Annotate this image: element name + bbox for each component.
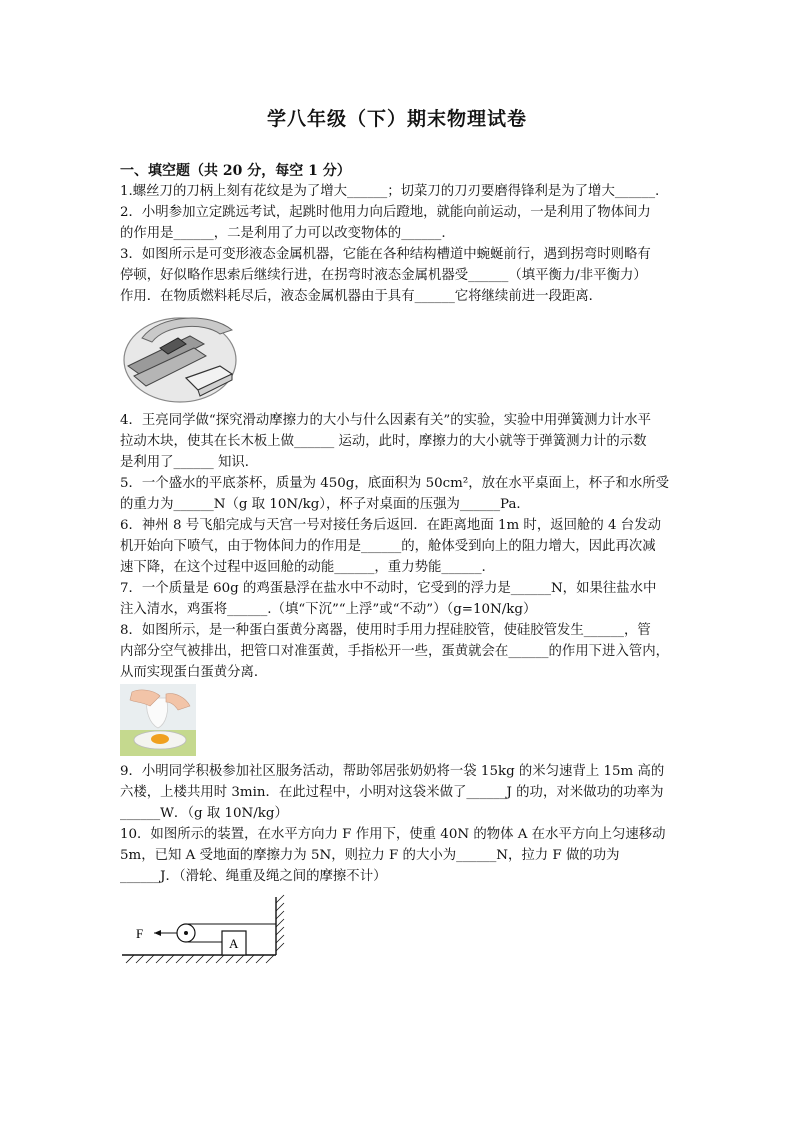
q10-line-1: 10．如图所示的装置，在水平方向力 F 作用下，使重 40N 的物体 A 在水平方向上匀速移动 bbox=[120, 827, 666, 842]
q9-line-1: 9．小明同学积极参加社区服务活动，帮助邻居张奶奶将一袋 15kg 的米匀速背上 15m 高的 bbox=[120, 764, 665, 779]
q3-line-3: 作用．在物质燃料耗尽后，液态金属机器由于具有______它将继续前进一段距离． bbox=[120, 289, 603, 304]
q4-line-3: 是利用了______ 知识． bbox=[120, 455, 259, 470]
q8-line-2: 内部分空气被排出，把管口对准蛋黄，手指松开一些，蛋黄就会在______的作用下进入管内， bbox=[120, 644, 670, 659]
block-a-label: A bbox=[229, 936, 239, 951]
pulley-axle bbox=[184, 931, 188, 935]
liquid-metal-machine-figure bbox=[120, 308, 242, 406]
q7-line-2: 注入清水，鸡蛋将______.（填“下沉”“上浮”或“不动”）（g=10N/kg） bbox=[120, 602, 537, 617]
q9-line-3: ______W．（g 取 10N/kg） bbox=[120, 806, 288, 821]
egg-separator-photo bbox=[120, 684, 196, 756]
q3-line-1: 3．如图所示是可变形液态金属机器，它能在各种结构槽道中蜿蜒前行，遇到拐弯时则略有 bbox=[120, 247, 651, 262]
ground-hatch bbox=[126, 955, 274, 963]
pulley-diagram bbox=[120, 893, 292, 967]
q3-line-2: 停顿，好似略作思索后继续行进，在拐弯时液态金属机器受______（填平衡力/非平衡力） bbox=[120, 268, 647, 283]
q6-line-2: 机开始向下喷气，由于物体间力的作用是______的，舱体受到向上的阻力增大，因此再次减 bbox=[120, 539, 656, 554]
q9-line-2: 六楼，上楼共用时 3min．在此过程中，小明对这袋米做了______J 的功，对米做功的功率为 bbox=[120, 785, 664, 800]
q5-line-2: 的重力为______N（g 取 10N/kg），杯子对桌面的压强为______Pa． bbox=[120, 497, 530, 512]
q8-line-3: 从而实现蛋白蛋黄分离． bbox=[120, 665, 268, 680]
q2-line-2: 的作用是______，二是利用了力可以改变物体的______. bbox=[120, 226, 446, 241]
q2-line-1: 2．小明参加立定跳远考试，起跳时他用力向后蹬地，就能向前运动，一是利用了物体间力 bbox=[120, 205, 651, 220]
q10-line-3: ______J．（滑轮、绳重及绳之间的摩擦不计） bbox=[120, 869, 387, 884]
q8-line-1: 8．如图所示，是一种蛋白蛋黄分离器，使用时手用力捏硅胶管，使硅胶管发生______，管 bbox=[120, 623, 651, 638]
force-label: F bbox=[136, 926, 144, 941]
wall-hatch bbox=[276, 895, 284, 951]
q4-line-2: 拉动木块，使其在长木板上做______ 运动，此时，摩擦力的大小就等于弹簧测力计的示数 bbox=[120, 434, 647, 449]
q6-line-3: 速下降，在这个过程中返回舱的动能______，重力势能______. bbox=[120, 560, 486, 575]
page-title: 学八年级（下）期末物理试卷 bbox=[266, 108, 527, 130]
section-heading: 一、填空题（共 20 分，每空 1 分） bbox=[120, 163, 351, 179]
q6-line-1: 6．神州 8 号飞船完成与天宫一号对接任务后返回．在距离地面 1m 时，返回舱的 4 台发动 bbox=[120, 518, 661, 533]
q4-line-1: 4．王亮同学做“探究滑动摩擦力的大小与什么因素有关”的实验，实验中用弹簧测力计水平 bbox=[120, 413, 652, 428]
q1-line-1: 1.螺丝刀的刀柄上刻有花纹是为了增大______；切菜刀的刀刃要磨得锋利是为了增大______. bbox=[120, 184, 660, 199]
force-arrowhead bbox=[154, 930, 161, 936]
q5-line-1: 5．一个盛水的平底茶杯，质量为 450g，底面积为 50cm²，放在水平桌面上，杯子和水所受 bbox=[120, 476, 670, 491]
q7-line-1: 7．一个质量是 60g 的鸡蛋悬浮在盐水中不动时，它受到的浮力是______N，如果往盐水中 bbox=[120, 581, 657, 596]
q10-line-2: 5m，已知 A 受地面的摩擦力为 5N，则拉力 F 的大小为______N，拉力 F 做的功为 bbox=[120, 848, 620, 863]
